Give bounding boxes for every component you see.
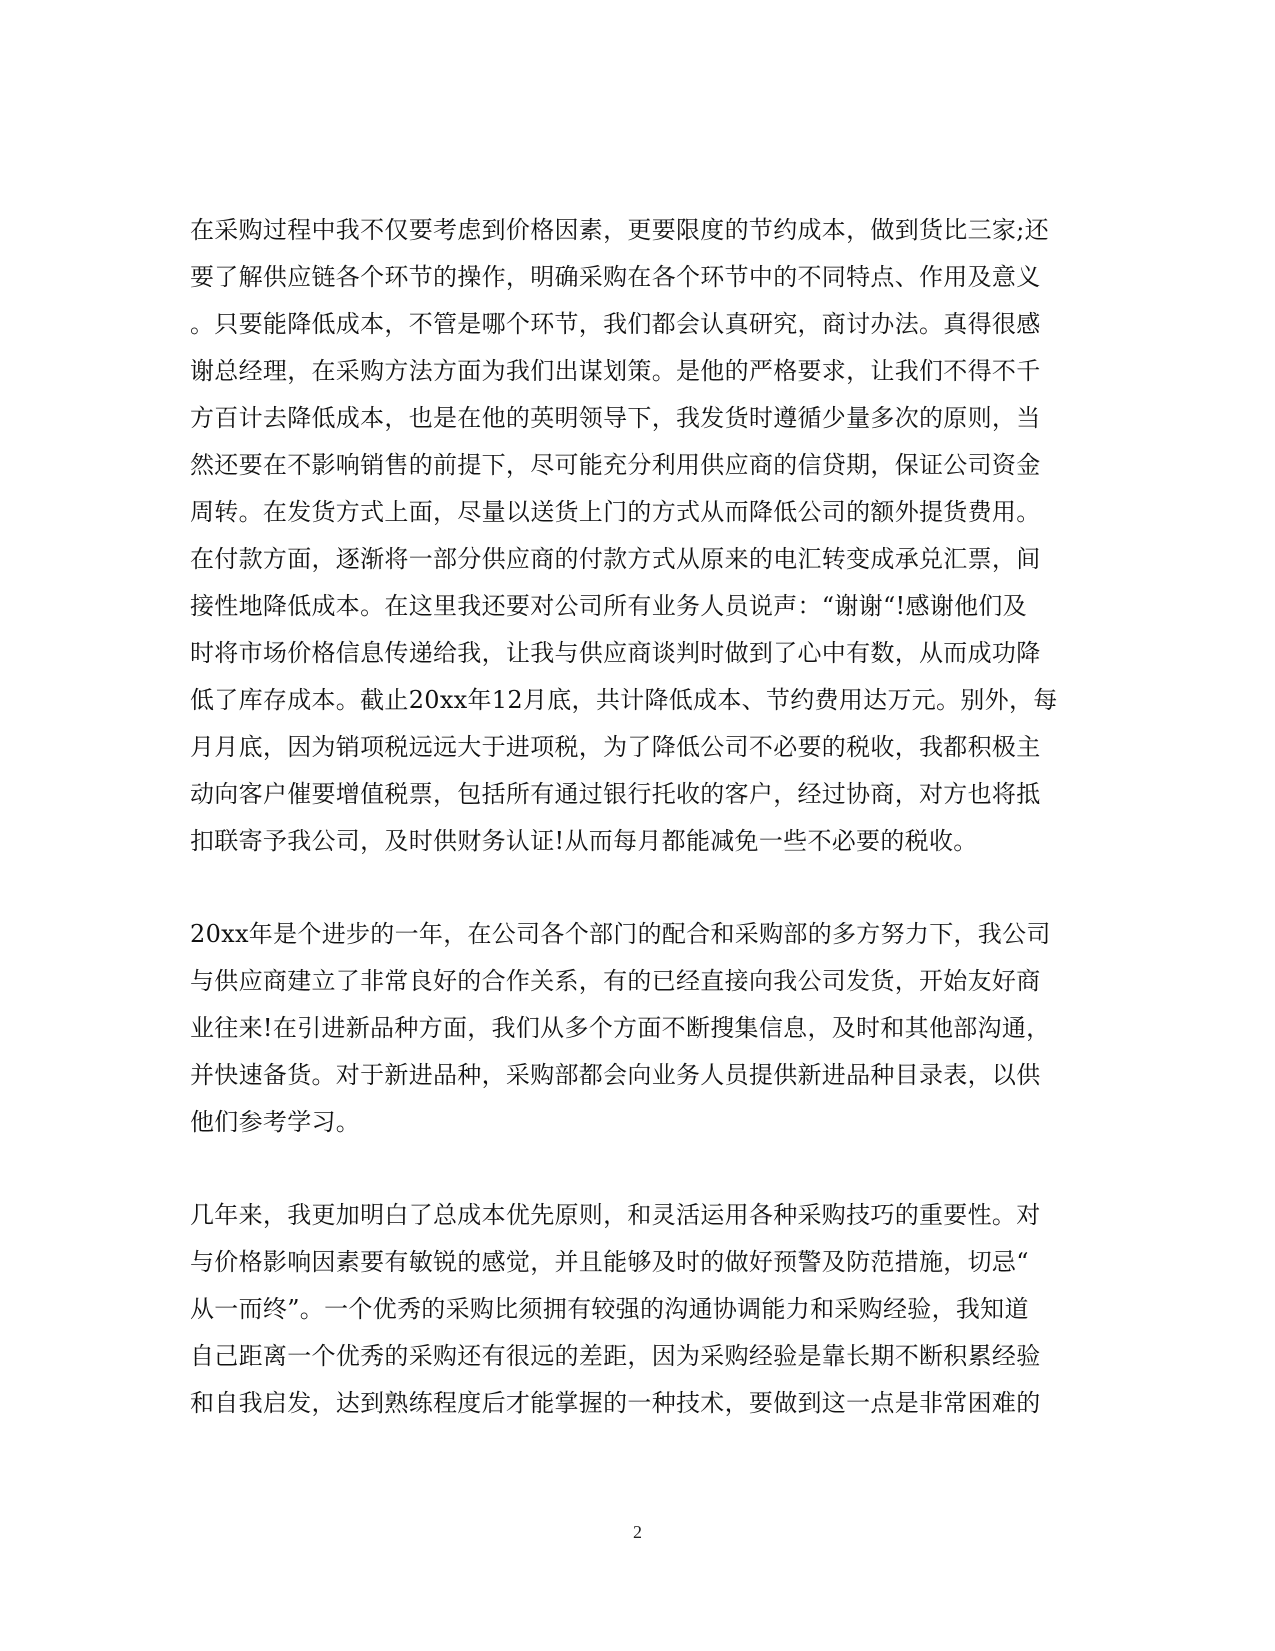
text-line: 业往来!在引进新品种方面，我们从多个方面不断搜集信息，及时和其他部沟通，: [190, 1014, 1051, 1042]
text-line: 与价格影响因素要有敏锐的感觉，并且能够及时的做好预警及防范措施，切忌“: [190, 1248, 1029, 1276]
text-line: 周转。在发货方式上面，尽量以送货上门的方式从而降低公司的额外提货费用。: [190, 498, 1041, 526]
text-line: 几年来，我更加明白了总成本优先原则，和灵活运用各种采购技巧的重要性。对: [190, 1201, 1041, 1229]
text-line: 接性地降低成本。在这里我还要对公司所有业务人员说声：“谢谢“!感谢他们及: [190, 592, 1027, 620]
page-number: 2: [633, 1522, 642, 1542]
text-line: 在付款方面，逐渐将一部分供应商的付款方式从原来的电汇转变成承兑汇票，间: [190, 545, 1041, 573]
paragraph-spacer: [190, 1146, 1080, 1192]
text-line: 20xx年是个进步的一年，在公司各个部门的配合和采购部的多方努力下，我公司: [190, 920, 1051, 948]
text-line: 与供应商建立了非常良好的合作关系，有的已经直接向我公司发货，开始友好商: [190, 967, 1041, 995]
text-line: 自己距离一个优秀的采购还有很远的差距，因为采购经验是靠长期不断积累经验: [190, 1342, 1041, 1370]
paragraph-2: [190, 911, 1080, 1146]
text-line: 动向客户催要增值税票，包括所有通过银行托收的客户，经过协商，对方也将抵: [190, 780, 1041, 808]
document-body: [190, 207, 1080, 1427]
text-line: 月月底，因为销项税远远大于进项税，为了降低公司不必要的税收，我都积极主: [190, 733, 1041, 761]
text-line: 然还要在不影响销售的前提下，尽可能充分利用供应商的信贷期，保证公司资金: [190, 451, 1041, 479]
text-line: 低了库存成本。截止20xx年12月底，共计降低成本、节约费用达万元。别外，每: [190, 686, 1058, 714]
text-line: 从一而终”。一个优秀的采购比须拥有较强的沟通协调能力和采购经验，我知道: [190, 1295, 1029, 1323]
text-line: 并快速备货。对于新进品种，采购部都会向业务人员提供新进品种目录表，以供: [190, 1061, 1041, 1089]
text-line: 方百计去降低成本，也是在他的英明领导下，我发货时遵循少量多次的原则，当: [190, 404, 1041, 432]
paragraph-3: [190, 1192, 1080, 1427]
text-line: 在采购过程中我不仅要考虑到价格因素，更要限度的节约成本，做到货比三家;还: [190, 216, 1049, 244]
text-line: 和自我启发，达到熟练程度后才能掌握的一种技术，要做到这一点是非常困难的: [190, 1389, 1041, 1417]
text-line: 时将市场价格信息传递给我，让我与供应商谈判时做到了心中有数，从而成功降: [190, 639, 1041, 667]
text-line: 扣联寄予我公司，及时供财务认证!从而每月都能减免一些不必要的税收。: [190, 827, 978, 855]
paragraph-1: [190, 207, 1080, 865]
text-line: 。只要能降低成本，不管是哪个环节，我们都会认真研究，商讨办法。真得很感: [190, 310, 1041, 338]
paragraph-spacer: [190, 865, 1080, 911]
text-line: 谢总经理，在采购方法方面为我们出谋划策。是他的严格要求，让我们不得不千: [190, 357, 1041, 385]
text-line: 要了解供应链各个环节的操作，明确采购在各个环节中的不同特点、作用及意义: [190, 263, 1041, 291]
text-line: 他们参考学习。: [190, 1108, 361, 1136]
